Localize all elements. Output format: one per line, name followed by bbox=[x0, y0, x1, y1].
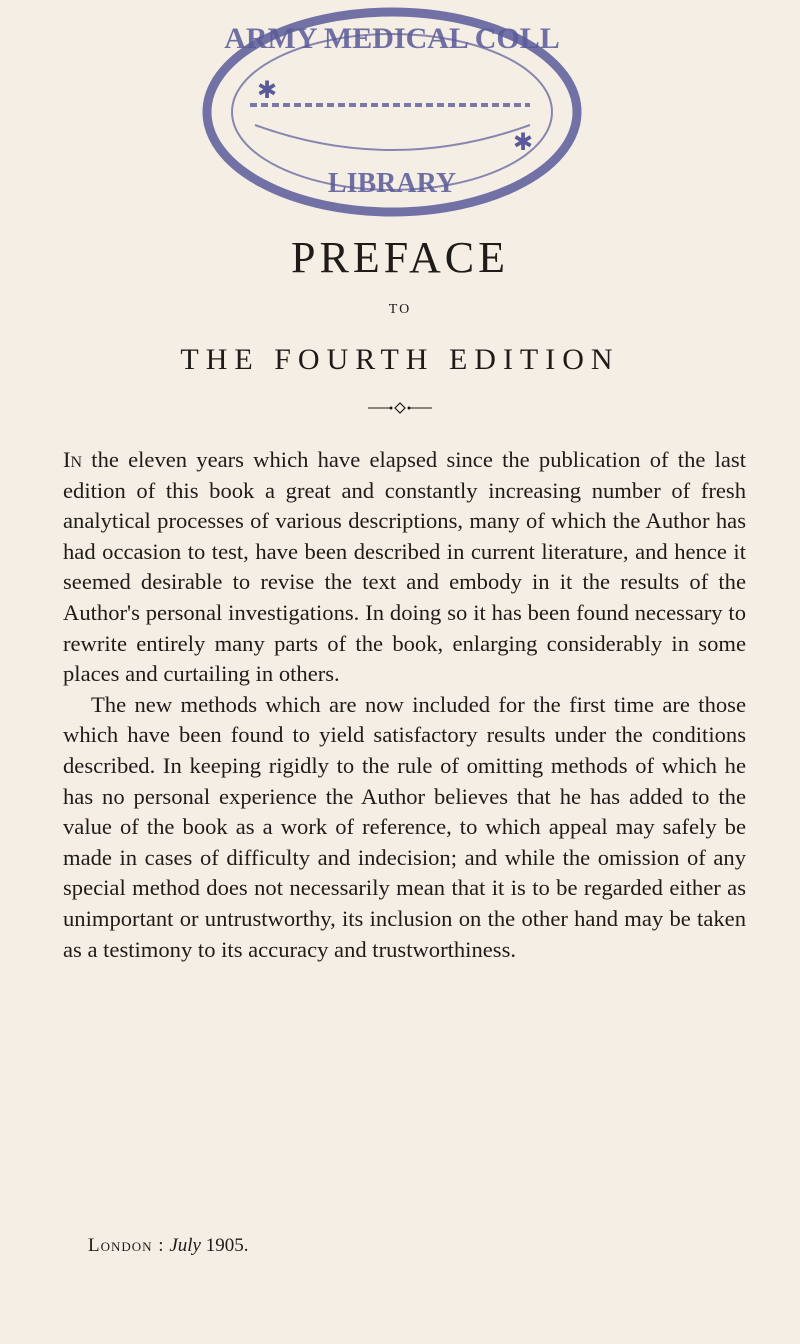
stamp-top-text: ARMY MEDICAL COLL bbox=[224, 22, 560, 55]
signoff-month: July bbox=[169, 1235, 201, 1256]
title-connector: TO bbox=[388, 302, 412, 317]
edition-heading: THE FOURTH EDITION bbox=[180, 343, 620, 376]
divider-ornament-icon bbox=[368, 402, 432, 414]
star-icon: ✱ bbox=[257, 76, 278, 104]
star-icon: ✱ bbox=[513, 128, 534, 156]
page-title: PREFACE bbox=[291, 233, 509, 282]
library-stamp bbox=[195, 0, 590, 225]
signoff bbox=[88, 1235, 248, 1257]
paragraph bbox=[63, 690, 746, 965]
paragraph-text: The new methods which are now included for the first time are those which have been found to yield satisfactory results under the conditions described. In keeping rigidly to the rule of omitting methods of which he has no personal experience the Author believes that he has added to the value of the book as a work of reference, to which appeal may safely be made in cases of difficulty and indecision; and while the omission of any special method does not necessarily mean that it is to be regarded either as unimportant or untrustworthy, its inclusion on the other hand may be taken as a testimony to its accuracy and trustworthiness. bbox=[63, 691, 746, 962]
stamp-bottom-text: LIBRARY bbox=[327, 168, 457, 199]
paragraph bbox=[63, 445, 746, 690]
paragraph-text: the eleven years which have elapsed since the publication of the last edition of this book a great and constantly increasing number of fresh analytical processes of various descriptions, many of which the Author has had occasion to test, have been described in current literature, and hence it seemed desirable to revise the text and embody in it the results of the Author's personal investigations. In doing so it has been found necessary to rewrite entirely many parts of the book, enlarging considerably in some places and curtailing in others. bbox=[63, 447, 746, 687]
paragraph-lead-word: In bbox=[63, 447, 83, 472]
signoff-year: 1905. bbox=[205, 1235, 249, 1256]
signoff-place: London : bbox=[88, 1235, 165, 1256]
preface-body bbox=[63, 445, 746, 965]
